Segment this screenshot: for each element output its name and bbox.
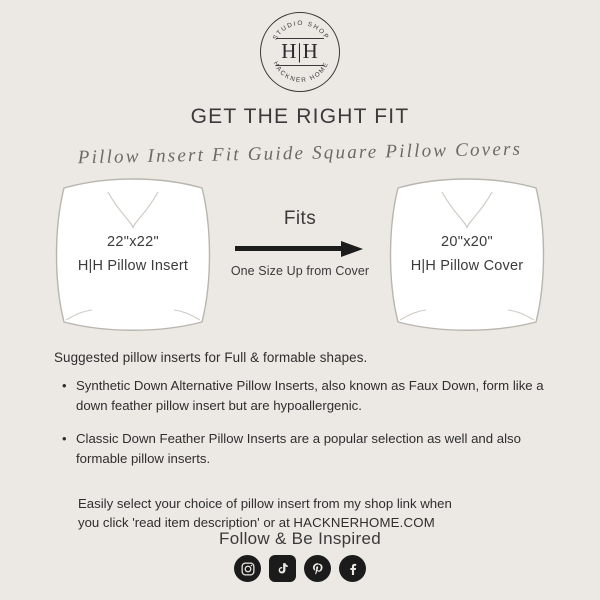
closing-line-2-prefix: you click 'read item description' or at (78, 515, 294, 530)
pillow-insert-size: 22"x22" (107, 234, 159, 250)
social-links (0, 555, 600, 582)
brand-logo (0, 12, 600, 92)
fits-block (215, 170, 385, 278)
pillow-cover-graphic (382, 170, 552, 338)
page-subtitle: Pillow Insert Fit Guide Square Pillow Covers (77, 138, 523, 169)
pillow-cover-name: H|H Pillow Cover (410, 258, 524, 274)
fit-diagram (0, 170, 600, 345)
arrow-right-icon (235, 240, 365, 256)
bullet-text: Classic Down Feather Pillow Inserts are a popular selection as well and also formable pillow inserts. (76, 431, 521, 466)
closing-note (78, 494, 538, 532)
follow-text: Follow & Be Inspired (219, 529, 381, 548)
bullet-marker: • (62, 431, 67, 446)
facebook-icon[interactable] (339, 555, 366, 582)
bullet-marker: • (62, 378, 67, 393)
shop-link[interactable]: HACKNERHOME.COM (293, 515, 435, 530)
list-item (62, 429, 552, 468)
logo-monogram: H|H (276, 38, 324, 65)
pillow-insert-graphic (48, 170, 218, 338)
suggested-heading: Suggested pillow inserts for Full & formable shapes. (54, 350, 368, 365)
pillow-cover-size: 20"x20" (441, 234, 493, 250)
bullet-text: Synthetic Down Alternative Pillow Inserts, also known as Faux Down, form like a down feather pillow insert but are hypoallergenic. (76, 378, 544, 413)
pillow-insert-name: H|H Pillow Insert (77, 258, 189, 274)
pillow-icon (48, 170, 218, 338)
closing-line-1: Easily select your choice of pillow insert from my shop link when (78, 496, 452, 511)
page-title: GET THE RIGHT FIT (190, 105, 410, 128)
logo-arc-bottom-text: HACKNER HOME (271, 60, 331, 85)
arrow-head (341, 241, 363, 257)
logo-arc-top-text: STUDIO SHOP (271, 19, 331, 42)
pillow-icon (382, 170, 552, 338)
list-item (62, 376, 552, 415)
fits-label: Fits (283, 208, 317, 229)
pinterest-icon[interactable] (304, 555, 331, 582)
fits-note: One Size Up from Cover (230, 264, 370, 278)
instagram-icon[interactable] (234, 555, 261, 582)
arrow-shaft (235, 246, 343, 251)
logo-circle (260, 12, 340, 92)
bullet-list (62, 376, 552, 482)
tiktok-icon[interactable] (269, 555, 296, 582)
